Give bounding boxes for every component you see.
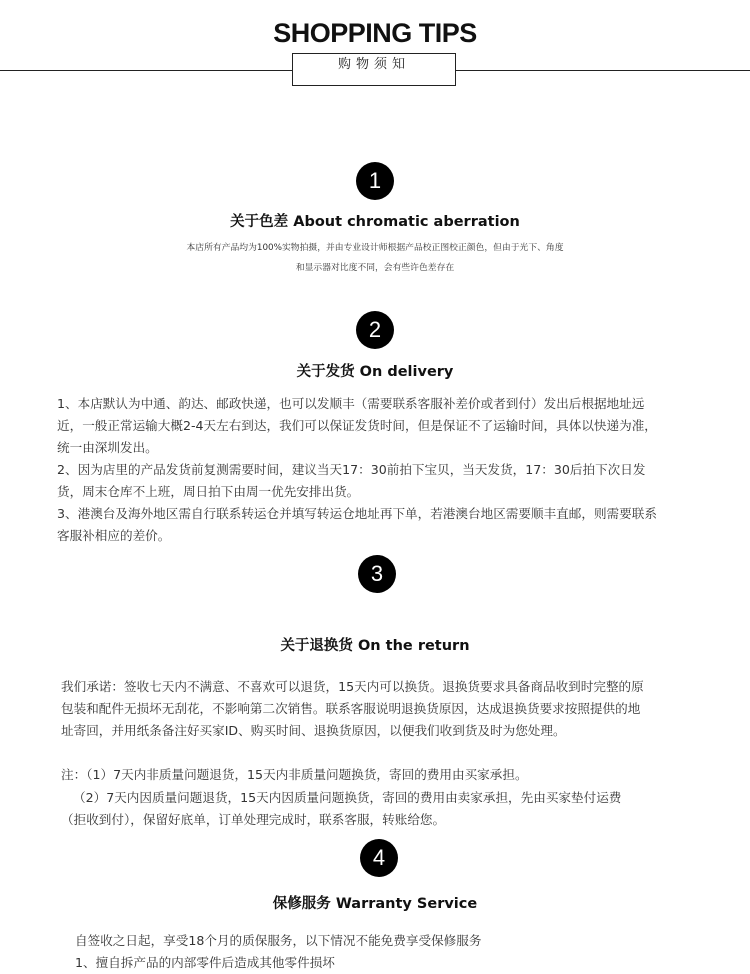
section-text-line: 1、本店默认为中通、韵达、邮政快递，也可以发顺丰（需要联系客服补差价或者到付）发出后根据地址远 (57, 396, 645, 411)
section-text-line: 1、擅自拆产品的内部零件后造成其他零件损坏 (75, 955, 335, 970)
divider-left (0, 70, 292, 71)
section-heading: 关于色差 About chromatic aberration (230, 214, 520, 230)
section-number-badge: 4 (360, 839, 398, 877)
section-text-line: 近，一般正常运输大概2-4天左右到达，我们可以保证发货时间，但是保证不了运输时间，具体以快递为准， (57, 418, 657, 433)
section-note-line: （拒收到付），保留好底单，订单处理完成时，联系客服，转账给您。 (61, 812, 446, 827)
section-text-line: 我们承诺：签收七天内不满意、不喜欢可以退货，15天内可以换货。退换货要求具备商品收到时完整的原 (61, 679, 644, 694)
section-text-line: 客服补相应的差价。 (57, 528, 171, 543)
section-number-badge: 3 (358, 555, 396, 593)
section-text-line: 本店所有产品均为100%实物拍摄，并由专业设计师根据产品校正图校正颜色，但由于光下、角度 (186, 243, 564, 253)
section-text-line: 2、因为店里的产品发货前复测需要时间，建议当天17：30前拍下宝贝，当天发货，17：30后拍下次日发 (57, 462, 646, 477)
section-text-line: 址寄回，并用纸条备注好买家ID、购买时间、退换货原因，以便我们收到货及时为您处理。 (61, 723, 566, 738)
section-number-badge: 1 (356, 162, 394, 200)
section-text-line: 和显示器对比度不同，会有些许色差存在 (295, 263, 455, 273)
section-heading: 保修服务 Warranty Service (272, 896, 478, 912)
section-number-badge: 2 (356, 311, 394, 349)
page-title: SHOPPING TIPS (273, 18, 477, 48)
section-heading: 关于退换货 On the return (280, 638, 470, 654)
section-text-line: 货，周末仓库不上班，周日拍下由周一优先安排出货。 (57, 484, 360, 499)
section-note-line: 注：（1）7天内非质量问题退货，15天内非质量问题换货，寄回的费用由买家承担。 (61, 767, 528, 782)
section-heading: 关于发货 On delivery (296, 364, 454, 380)
section-text-line: 统一由深圳发出。 (57, 440, 158, 455)
section-note-line: （2）7天内因质量问题退货，15天内因质量问题换货，寄回的费用由卖家承担，先由买家垫付运费 (73, 790, 622, 805)
section-text-line: 包装和配件无损坏无刮花，不影响第二次销售。联系客服说明退换货原因，达成退换货要求按照提供的地 (61, 701, 641, 716)
section-text-line: 3、港澳台及海外地区需自行联系转运仓并填写转运仓地址再下单，若港澳台地区需要顺丰直邮，则需要联系 (57, 506, 657, 521)
section-text-line: 自签收之日起，享受18个月的质保服务，以下情况不能免费享受保修服务 (75, 933, 482, 948)
divider-right (456, 70, 750, 71)
page-subtitle: 购物须知 (292, 53, 456, 86)
